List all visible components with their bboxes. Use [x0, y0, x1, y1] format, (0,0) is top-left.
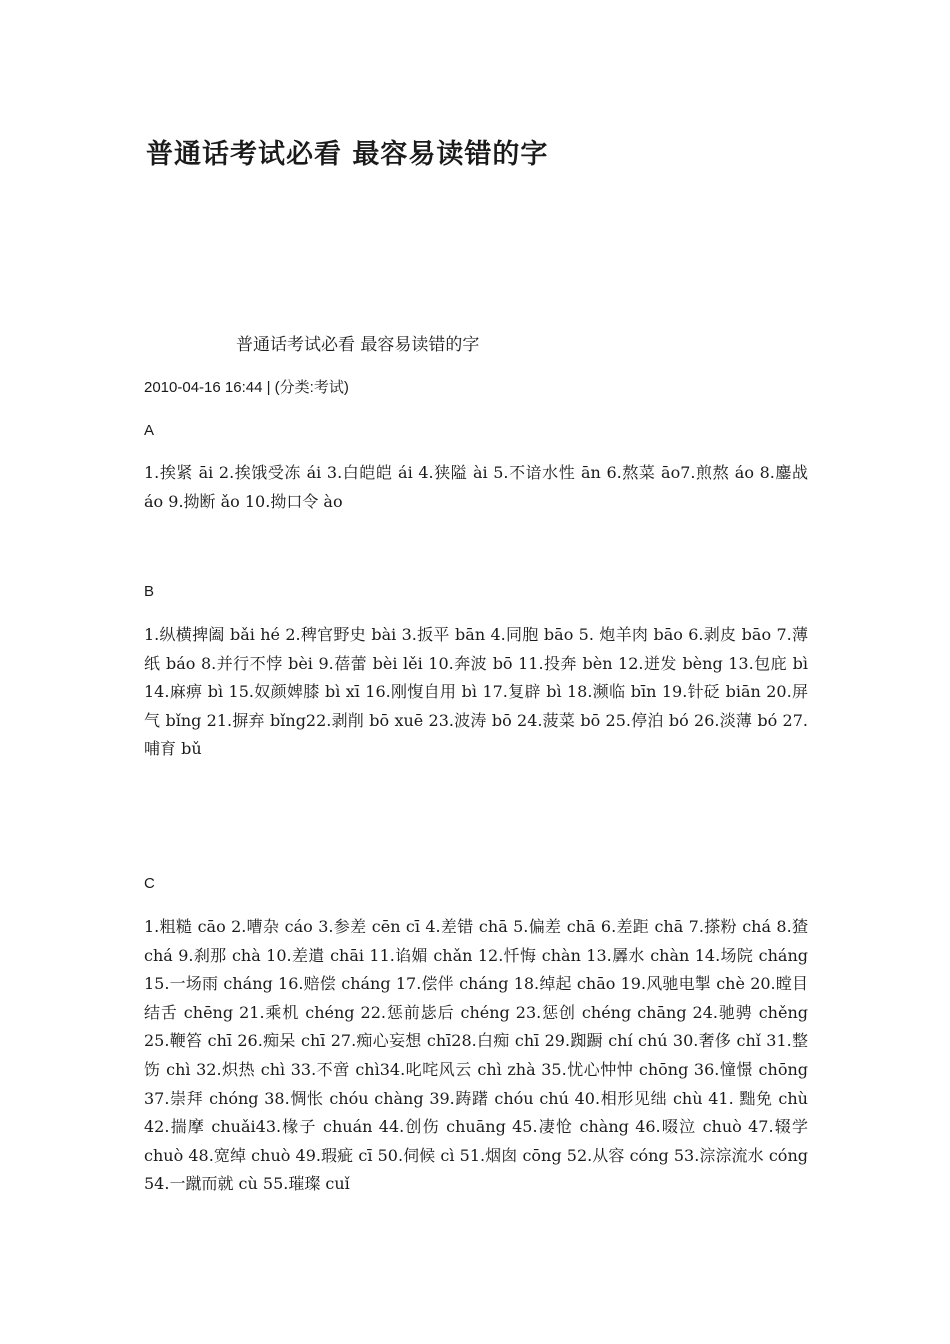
section-letter-b: B	[144, 583, 155, 600]
section-a-text: 1.挨紧 āi 2.挨饿受冻 ái 3.白皑皑 ái 4.狭隘 ài 5.不谙水性 ān 6.熬菜 āo7.煎熬 áo 8.鏖战 áo 9.拗断 ǎo 10.拗口令 ào	[144, 463, 808, 511]
section-b-text: 1.纵横捭阖 bǎi hé 2.稗官野史 bài 3.扳平 bān 4.同胞 bāo 5. 炮羊肉 bāo 6.剥皮 bāo 7.薄纸 báo 8.并行不悖 bèi 9.蓓蕾 bèi lěi 10.奔波 bō 11.投奔 bèn 12.迸发 bèng 13.包庇 bì 14.麻痹 bì 15.奴颜婢膝 bì xī 16.刚愎自用 bì 17.复辟 bì 18.濒临 bīn 19.针砭 biān 20.屏气 bǐng 21.摒弃 bǐng22.剥削 bō xuē 23.波涛 bō 24.菠菜 bō 25.停泊 bó 26.淡薄 bó 27.哺育 bǔ	[144, 625, 808, 759]
section-c-text: 1.粗糙 cāo 2.嘈杂 cáo 3.参差 cēn cī 4.差错 chā 5.偏差 chā 6.差距 chā 7.搽粉 chá 8.猹 chá 9.刹那 chà 10.差遣 chāi 11.谄媚 chǎn 12.忏悔 chàn 13.羼水 chàn 14.场院 cháng 15.一场雨 cháng 16.赔偿 cháng 17.偿伴 cháng 18.绰起 chāo 19.风驰电掣 chè 20.瞠目结舌 chēng 21.乘机 chéng 22.惩前毖后 chéng 23.惩创 chéng chāng 24.驰骋 chěng 25.鞭笞 chī 26.痴呆 chī 27.痴心妄想 chī28.白痴 chī 29.踟蹰 chí chú 30.奢侈 chǐ 31.整饬 chì 32.炽热 chì 33.不啻 chì34.叱咤风云 chì zhà 35.忧心忡忡 chōng 36.憧憬 chōng 37.崇拜 chóng 38.惆怅 chóu chàng 39.踌躇 chóu chú 40.相形见绌 chù 41. 黜免 chù 42.揣摩 chuǎi43.椽子 chuán 44.创伤 chuāng 45.凄怆 chàng 46.啜泣 chuò 47.辍学 chuò 48.宽绰 chuò 49.瑕疵 cī 50.伺候 cì 51.烟囱 cōng 52.从容 cóng 53.淙淙流水 cóng 54.一蹴而就 cù 55.璀璨 cuǐ	[144, 917, 808, 1194]
document-title: 普通话考试必看 最容易读错的字	[146, 139, 549, 170]
section-letter-a: A	[144, 422, 155, 439]
article-subtitle: 普通话考试必看 最容易读错的字	[236, 335, 480, 355]
section-letter-c: C	[144, 875, 155, 892]
post-meta: 2010-04-16 16:44 | (分类:考试)	[144, 379, 349, 396]
